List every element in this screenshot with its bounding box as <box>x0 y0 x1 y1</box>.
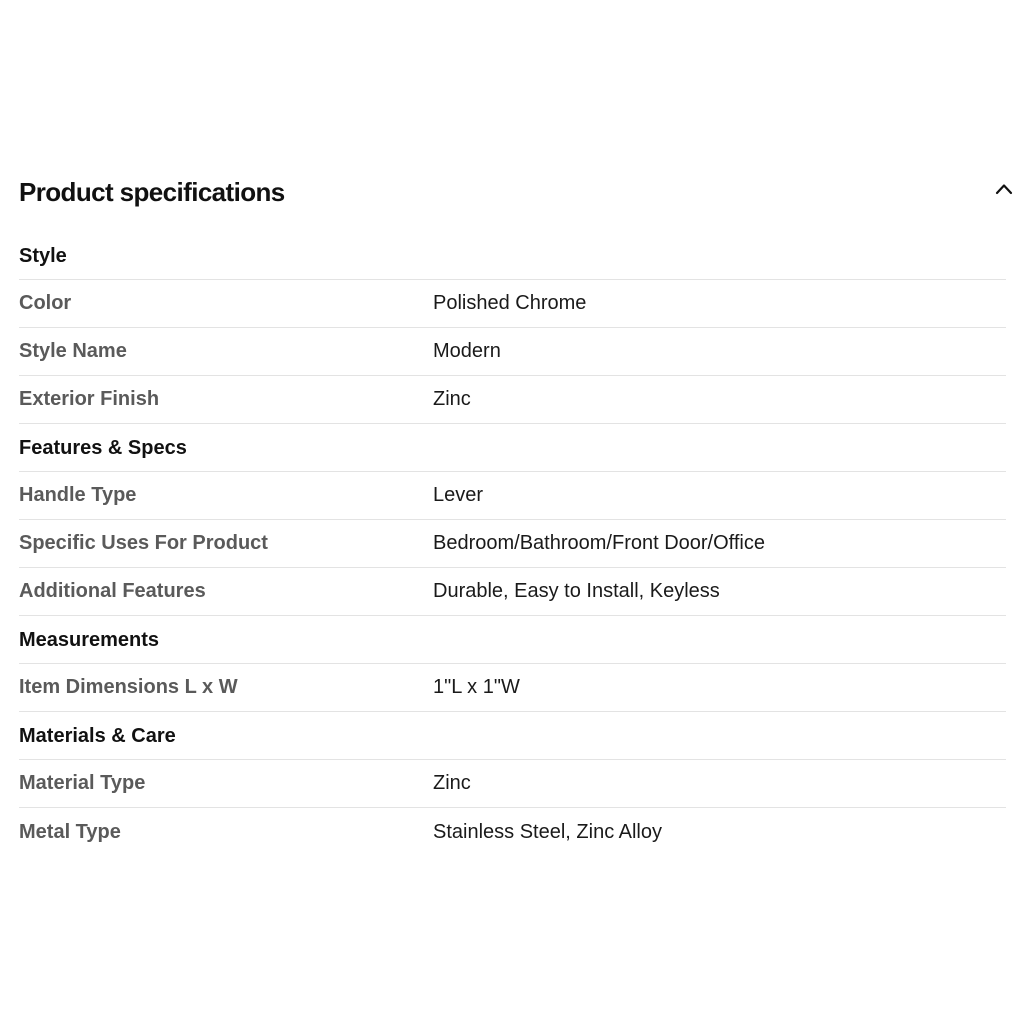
spec-label: Handle Type <box>19 484 137 506</box>
collapse-toggle-button[interactable] <box>986 171 1022 207</box>
spec-label: Style Name <box>19 340 127 362</box>
product-specifications-section <box>19 164 1006 856</box>
spec-value: 1"L x 1"W <box>433 676 520 698</box>
spec-value: Zinc <box>433 772 471 794</box>
spec-row <box>19 376 1006 424</box>
group-heading-style: Style <box>19 232 1006 280</box>
group-heading-measurements: Measurements <box>19 616 1006 664</box>
spec-row <box>19 520 1006 568</box>
spec-label: Material Type <box>19 772 146 794</box>
spec-row <box>19 568 1006 616</box>
chevron-up-icon <box>994 179 1014 199</box>
spec-label: Item Dimensions L x W <box>19 676 238 698</box>
spec-row <box>19 664 1006 712</box>
spec-label: Specific Uses For Product <box>19 532 268 554</box>
spec-value: Bedroom/Bathroom/Front Door/Office <box>433 532 765 554</box>
group-heading-features-specs: Features & Specs <box>19 424 1006 472</box>
spec-label: Color <box>19 292 72 314</box>
specs-header[interactable] <box>19 164 1006 220</box>
spec-row <box>19 808 1006 856</box>
page-title: Product specifications <box>19 176 285 207</box>
spec-row <box>19 280 1006 328</box>
spec-label: Exterior Finish <box>19 388 160 410</box>
group-heading-materials-care: Materials & Care <box>19 712 1006 760</box>
spec-value: Modern <box>433 340 501 362</box>
spec-value: Lever <box>433 484 484 506</box>
spec-row <box>19 472 1006 520</box>
spec-row <box>19 328 1006 376</box>
spec-label: Metal Type <box>19 820 121 843</box>
spec-label: Additional Features <box>19 580 206 602</box>
spec-value: Zinc <box>433 388 471 410</box>
spec-value: Durable, Easy to Install, Keyless <box>433 580 720 602</box>
spec-value: Stainless Steel, Zinc Alloy <box>433 820 662 843</box>
spec-row <box>19 760 1006 808</box>
spec-value: Polished Chrome <box>433 292 587 314</box>
